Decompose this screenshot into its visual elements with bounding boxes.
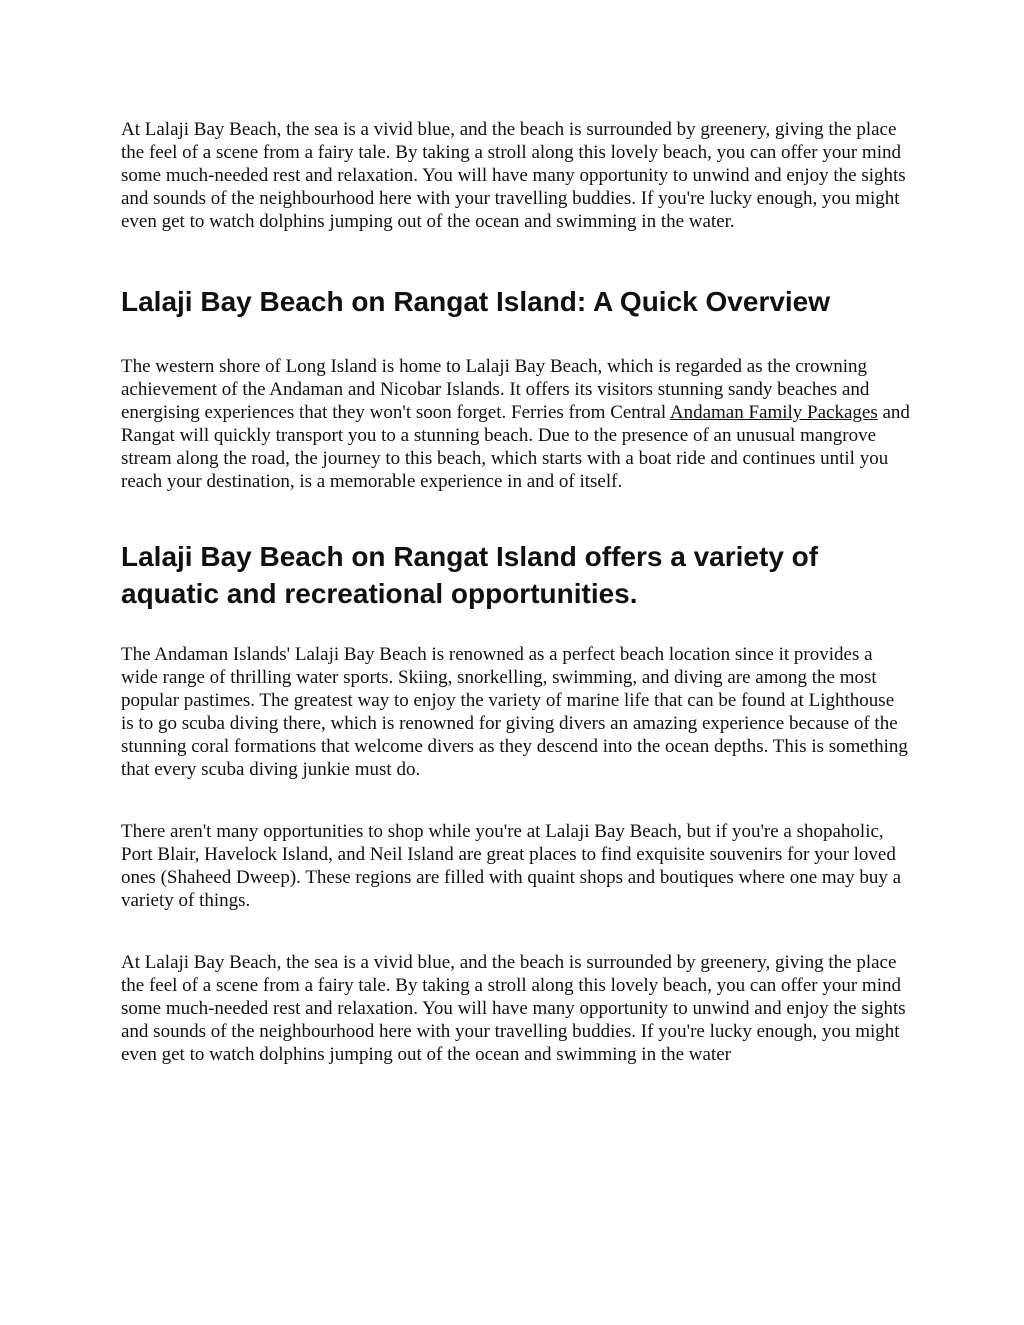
spacer <box>121 320 911 355</box>
water-sports-paragraph: The Andaman Islands' Lalaji Bay Beach is renowned as a perfect beach location since it provides a wide range of thrilling water sports. Skiing, snorkelling, swimming, and diving are among the most popular pastimes. The greatest way to enjoy the variety of marine life that can be found at Lighthouse is to go scuba diving there, which is renowned for giving divers an amazing experience because of the stunning coral formations that welcome divers as they descend into the ocean depths. This is something that every scuba diving junkie must do. <box>121 644 908 780</box>
spacer <box>121 493 911 538</box>
spacer <box>121 781 911 820</box>
closing-paragraph: At Lalaji Bay Beach, the sea is a vivid blue, and the beach is surrounded by greenery, giving the place the feel of a scene from a fairy tale. By taking a stroll along this lovely beach, you can offer your mind some much-needed rest and relaxation. You will have many opportunity to unwind and enjoy the sights and sounds of the neighbourhood here with your travelling buddies. If you're lucky enough, you might even get to watch dolphins jumping out of the ocean and swimming in the water <box>121 952 906 1065</box>
overview-text-after-link: and Rangat will quickly transport you to a stunning beach. Due to the presence of an unusual mangrove stream along the road, the journey to this beach, which starts with a boat ride and continues until you reach your destination, is a memorable experience in and of itself. <box>121 402 910 492</box>
spacer <box>121 233 911 283</box>
overview-text-before-link: The western shore of Long Island is home to Lalaji Bay Beach, which is regarded as the crowning achievement of the Andaman and Nicobar Islands. It offers its visitors stunning sandy beaches and energising experiences that they won't soon forget. Ferries from Central <box>121 356 870 423</box>
overview-heading: Lalaji Bay Beach on Rangat Island: A Quick Overview <box>121 286 831 317</box>
spacer <box>121 612 911 643</box>
shopping-paragraph: There aren't many opportunities to shop while you're at Lalaji Bay Beach, but if you're a shopaholic, Port Blair, Havelock Island, and Neil Island are great places to find exquisite souvenirs for your loved ones (Shaheed Dweep). These regions are filled with quaint shops and boutiques where one may buy a variety of things. <box>121 821 902 911</box>
document-page <box>121 118 911 1066</box>
overview-paragraph <box>121 355 911 493</box>
spacer <box>121 912 911 951</box>
activities-heading: Lalaji Bay Beach on Rangat Island offers a variety of aquatic and recreational opportunities. <box>121 541 819 609</box>
andaman-family-packages-link[interactable]: Andaman Family Packages <box>669 402 878 423</box>
intro-paragraph: At Lalaji Bay Beach, the sea is a vivid blue, and the beach is surrounded by greenery, giving the place the feel of a scene from a fairy tale. By taking a stroll along this lovely beach, you can offer your mind some much-needed rest and relaxation. You will have many opportunity to unwind and enjoy the sights and sounds of the neighbourhood here with your travelling buddies. If you're lucky enough, you might even get to watch dolphins jumping out of the ocean and swimming in the water. <box>121 119 906 232</box>
